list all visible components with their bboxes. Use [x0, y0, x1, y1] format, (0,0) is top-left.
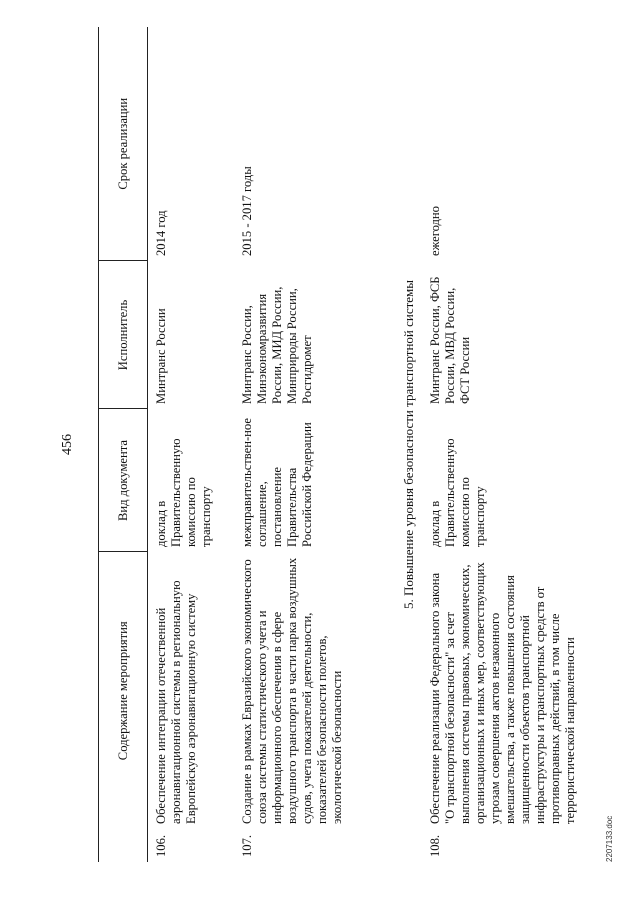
header-content: Содержание мероприятия — [99, 552, 148, 829]
section-row — [394, 27, 422, 862]
row-executor: Минтранс России — [154, 308, 168, 404]
row-term: ежегодно — [428, 206, 442, 256]
row-executor: Минтранс России, ФСБ России, МВД России, ФСТ России — [428, 276, 472, 404]
footer-filename: 2207133.doc — [605, 815, 614, 862]
row-number: 106. — [154, 834, 168, 857]
rotated-page — [60, 27, 614, 862]
row-number: 108. — [428, 834, 442, 857]
section-title: 5. Повышение уровня безопасности транспортной системы — [400, 279, 416, 610]
table-row — [422, 27, 602, 862]
row-document: доклад в Правительственную комиссию по транспорту — [428, 438, 487, 547]
header-num — [99, 829, 148, 862]
row-content: Создание в рамках Евразийского экономического союза системы статистического учета и информационного обеспечения в сфере воздушного транспорта в части парка воздушных судов, учета показателей деятельности, показателей безопасности полетов, экологической безопасности — [240, 557, 344, 824]
row-term: 2014 год — [154, 210, 168, 256]
measures-table — [98, 27, 602, 862]
row-number: 107. — [240, 834, 254, 857]
table-header-row — [99, 27, 148, 862]
row-document: межправительствен-ное соглашение, постановление Правительства Российской Федерации — [240, 418, 314, 547]
row-content: Обеспечение интеграции отечественной аэронавигационной системы в региональную Европейскую аэронавигационную систему — [154, 580, 198, 824]
table-row — [234, 27, 394, 862]
table-row — [148, 27, 235, 862]
header-document: Вид документа — [99, 409, 148, 552]
page-number: 456 — [60, 434, 75, 455]
row-executor: Минтранс России, Минэкономразвития России, МИД России, Минприроды России, Росгидромет — [240, 286, 314, 404]
header-term: Срок реализации — [99, 27, 148, 261]
row-term: 2015 - 2017 годы — [240, 166, 254, 256]
row-content: Обеспечение реализации Федерального закона "О транспортной безопасности" за счет выполнения системы правовых, экономических, организационных и иных мер, соответствующих угрозам совершения актов незаконного вмешательства, а также повышения состояния защищенности объектов транспортной инфраструктуры и транспортных средств от противоправных действий, в том числе террористической направленности — [428, 562, 577, 824]
header-executor: Исполнитель — [99, 261, 148, 409]
row-document: доклад в Правительственную комиссию по транспорту — [154, 438, 213, 547]
